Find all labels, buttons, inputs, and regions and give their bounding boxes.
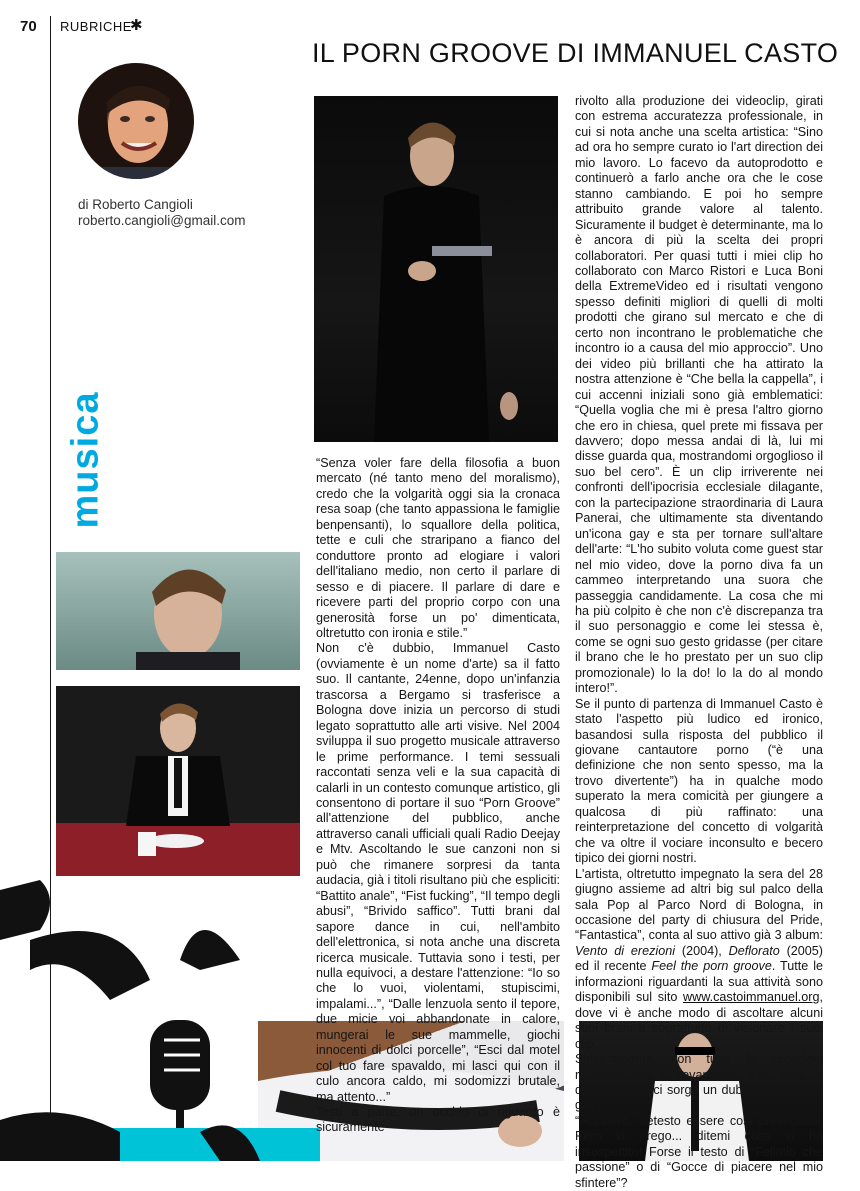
- article-title: IL PORN GROOVE DI IMMANUEL CASTO: [312, 38, 839, 68]
- author-email[interactable]: roberto.cangioli@gmail.com: [78, 213, 246, 228]
- author-face-graphic: [78, 63, 194, 179]
- album-title: Vento di erezioni: [575, 943, 676, 958]
- rubric-label: RUBRICHE: [60, 19, 132, 34]
- album-title: Deflorato: [728, 943, 780, 958]
- author-name: di Roberto Cangioli: [78, 197, 193, 212]
- asterisk-icon: ✱: [130, 17, 143, 34]
- body-column-left: [316, 456, 560, 1136]
- main-photo: [314, 96, 558, 442]
- man-portrait-graphic: [56, 552, 300, 670]
- author-avatar: [78, 63, 194, 179]
- author-byline: [78, 197, 246, 229]
- body-paragraph: Non c'è dubbio, Immanuel Casto (ovviamente è un nome d'arte) sa il fatto suo. Il cantante, 24enne, dopo un'infanzia trascorsa a Bergamo si trasferisce a Bologna dove inizia un percorso di studi legato soprattutto alle arti visive. Nel 2004 sviluppa il suo progetto musicale attraverso le prime performance. I temi sessuali raccontati senza veli e la sua capacità di calarli in un contesto comunque artistico, gli consentono di portare il suo “Porn Groove” all'attenzione del pubblico, anche attraverso canali ufficiali quali Radio Deejay e Mtv. Ascoltando le sue canzoni non si può che rimanere sorpresi da tanta audacia, già i titoli risultano più che espliciti: “Battito anale”, “Fist fucking”, “Il tempo degli abusi”, “Brivido saffico”. Tutti brani dal sapore dance in cui, nell'ambito dell'elettronica, si nota anche una discreta ricerca musicale. Tuttavia sono i testi, per nulla equivoci, a destare l'attenzione: “Io so che lo vuoi, violentami, stupiscimi, impalami...”, “Dalle lenzuola sento il tepore, due micie voi abbandonate in calore, mungerai le sue mammelle, giochi innocenti di dolci porcelle”, “Esci dal motel col tuo fare spavaldo, mi lasci qui con il culo ancora caldo, mi sodomizzi brutale, ma attento...”: [316, 641, 560, 1104]
- body-paragraph: [575, 867, 823, 1052]
- body-paragraph: Se il punto di partenza di Immanuel Casto è stato l'aspetto più ludico ed ironico, basandosi sulla risposta del pubblico il giovane cantautore porno (“è una definizione che non sento spesso, ma la trovo divertente”) ha in qualche modo superato la mera comicità per giungere a qualcosa di più raffinato: una reinterpretazione del concetto di volgarità che va oltre il vociare inconsulto e becero tipico dei giorni nostri.: [575, 696, 823, 866]
- microphone-illustration: [0, 870, 320, 1161]
- body-text: (2005) ed il recente: [575, 943, 823, 974]
- page-number: 70: [20, 18, 37, 35]
- section-label-text: musica: [64, 391, 107, 529]
- body-text: L'artista, oltretutto impegnato la sera del 28 giugno assieme ad altri big sul palco della sala Pop al Parco Nord di Bologna, in occasione del party di chiusura del Pride, “Fantastica”, conta al suo attivo già 3 album:: [575, 866, 823, 943]
- website-link[interactable]: www.castoimmanuel.org: [683, 990, 820, 1005]
- body-text: . Tutte le informazioni riguardanti la sua attività sono disponibili sul sito: [575, 959, 824, 1005]
- dinner-table-photo: [56, 686, 300, 876]
- body-paragraph: Testi a parte, un occhio di riguardo è sicuramente: [316, 1105, 560, 1135]
- album-title: Feel the porn groove: [651, 959, 772, 974]
- body-text: (2004),: [681, 943, 722, 958]
- man-at-table-graphic: [56, 686, 300, 876]
- body-paragraph: “Accidenti, detesto essere così prevedibile. Però vi prego... ditemi cosa vi ha insospettito! Forse il testo di “Fellatio che passione” o di “Gocce di piacere nel mio sfintere”?: [575, 1113, 823, 1190]
- body-column-right: [575, 94, 823, 1191]
- singer-with-gun-graphic: [314, 96, 558, 442]
- body-paragraph: rivolto alla produzione dei videoclip, girati con estrema accuratezza professionale, in cui si nota anche una scelta artistica: “Sino ad ora ho sempre curato io l'art direction dei mio lavoro. Lo facevo da autoprodotto e continuerò a farlo anche ora che le cose stanno cambiando. E poi ho sempre attribuito grande valore al talento. Sicuramente il budget è determinante, ma lo è ancora di più la scelta dei propri collaboratori. Per quasi tutti i miei clip ho collaborato con Marco Ristori e Luca Boni della ExtremeVideo ed i risultati vengono spesso definiti migliori di quelli di molti prodotti che girano sul mercato e che di certo non incontrano le problematiche che incontro io a causa del mio approccio”. Uno dei video più brillanti che ha attirato la nostra attenzione è “Che bella la cappella”, i cui accenni iniziali sono già emblematici: “Quella voglia che mi è presa l'altro giorno che ero in chiesa, quel prete mi fissava per davvero; dopo messa andai di là, lui mi disse guarda qua, mostrandomi orgoglioso il suo bel cero”. È un clip irriverente nei confronti dell'ipocrisia ecclesiale dilagante, con la partecipazione straordinaria di Laura Panerai, che ultimamente sta diventando un'icona gay e sta per tornare sull'altare dell'arte: “L'ho subito voluta come guest star nel mio video, dove la porno diva fa un cammeo interpretando una suora che passeggia candidamente. La cosa che mi ha più colpito è che non c'è discrepanza tra il suo personaggio e come lei stessa è, come se ogni suo gesto gridasse (per citare il brano che le ho prestato per un suo clip promozionale) lo la do! lo la do al mondo intero!”.: [575, 94, 823, 696]
- quote-paragraph: “Senza voler fare della filosofia a buon mercato (né tanto meno del moralismo), credo che la volgarità oggi sia la cronaca resa soap (che tanto appassiona le famiglie benpensanti), lo squallore della politica, tette e culi che straripano a fianco del conduttore pronto ad elogiare i valori dell'italiano medio, non certo il parlare di sesso e di piacere. Il parlare di dare e ricevere parti del proprio corpo con una generosità forse un po' dimenticata, oltretutto con ironia e stile.”: [316, 456, 560, 640]
- body-text: , dove vi è anche modo di ascoltare alcuni suoi brani e soprattutto di visionare i suoi clip.: [575, 990, 823, 1051]
- section-label: [64, 390, 107, 530]
- portrait-photo: [56, 552, 300, 670]
- microphone-icon: [0, 870, 320, 1161]
- body-paragraph: Sinceramente, con tutte le accezioni ricorrenti che si trovano nei suoi brani, a questo punto ci sorge un dubbio: sarà mica gay?: [575, 1052, 823, 1113]
